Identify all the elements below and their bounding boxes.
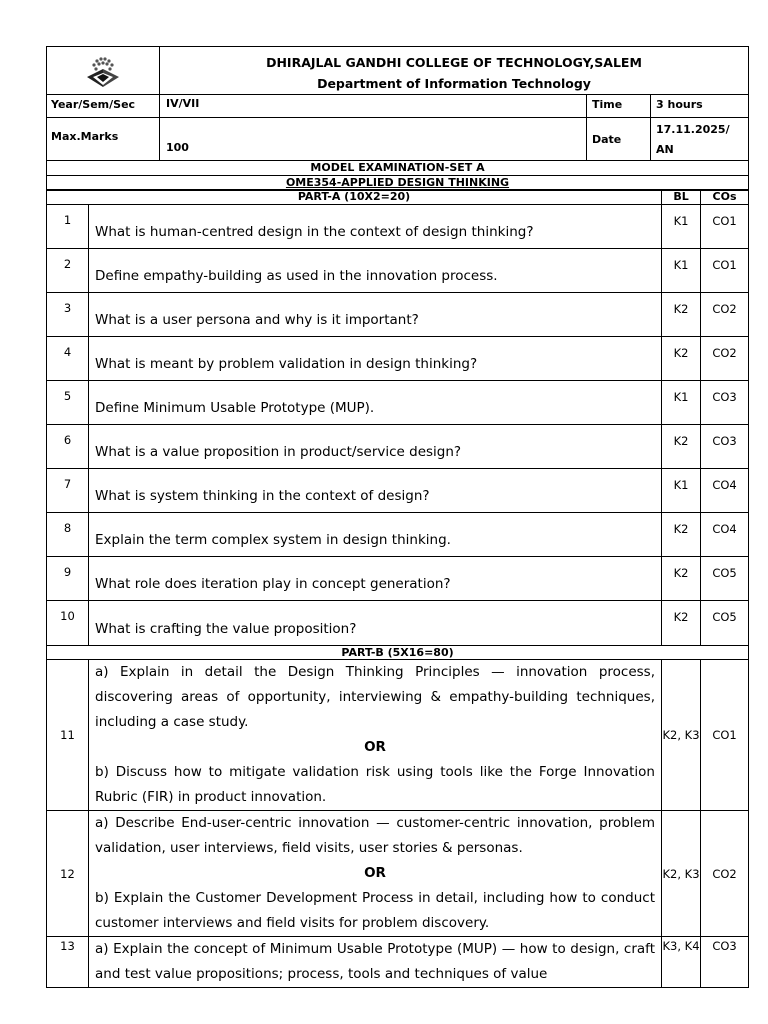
time-value: 3 hours: [651, 95, 749, 118]
question-option-b: b) Explain the Customer Development Process in detail, including how to conduct customer interviews and field visits for problem discovery.: [95, 890, 655, 931]
bloom-level: K2: [662, 425, 701, 469]
year-label: Year/Sem/Sec: [47, 95, 160, 118]
question-number: 12: [47, 811, 89, 937]
bloom-level: K3, K4: [662, 937, 701, 988]
course-outcome: CO1: [701, 205, 749, 249]
date-label: Date: [587, 118, 651, 161]
question-option-a: a) Explain in detail the Design Thinking Principles — innovation process, discovering areas of opportunity, interviewing & empathy-building techniques, including a case study.: [95, 664, 655, 730]
bl-header: BL: [662, 190, 701, 205]
question-number: 10: [47, 601, 89, 646]
bloom-level: K2: [662, 601, 701, 646]
bloom-level: K2: [662, 557, 701, 601]
course-outcome: CO3: [701, 425, 749, 469]
college-logo-cell: [47, 47, 160, 95]
department-name: Department of Information Technology: [317, 76, 591, 91]
table-row: [47, 660, 749, 811]
course-outcome: CO2: [701, 811, 749, 937]
bloom-level: K2: [662, 337, 701, 381]
question-text: What is human-centred design in the context of design thinking?: [89, 205, 662, 249]
question-text-cell: [89, 811, 662, 937]
question-option-a: a) Describe End-user-centric innovation — customer-centric innovation, problem validation, user interviews, field visits, user stories & personas.: [95, 815, 655, 856]
table-row: [47, 937, 749, 988]
course-outcome: CO5: [701, 557, 749, 601]
table-row: [47, 293, 749, 337]
question-number: 6: [47, 425, 89, 469]
course-outcome: CO3: [701, 381, 749, 425]
part-a-table: [46, 189, 749, 646]
or-label: OR: [364, 739, 386, 755]
date-value-line2: AN: [656, 143, 674, 156]
date-value-line1: 17.11.2025/: [656, 123, 730, 136]
part-a-heading: PART-A (10X2=20): [47, 190, 662, 205]
course-outcome: CO1: [701, 660, 749, 811]
course-outcome: CO4: [701, 513, 749, 557]
or-label: OR: [364, 865, 386, 881]
question-text-cell: [89, 937, 662, 988]
course-title: OME354-APPLIED DESIGN THINKING: [47, 176, 749, 191]
question-number: 5: [47, 381, 89, 425]
bloom-level: K2, K3: [662, 811, 701, 937]
question-text: What is meant by problem validation in design thinking?: [89, 337, 662, 381]
question-text: Explain the term complex system in design thinking.: [89, 513, 662, 557]
question-number: 2: [47, 249, 89, 293]
table-row: [47, 513, 749, 557]
table-row: [47, 249, 749, 293]
table-row: [47, 601, 749, 646]
table-row: [47, 205, 749, 249]
table-row: [47, 469, 749, 513]
course-outcome: CO2: [701, 293, 749, 337]
part-b-table: [46, 645, 749, 988]
bloom-level: K1: [662, 249, 701, 293]
question-number: 8: [47, 513, 89, 557]
marks-value: 100: [160, 118, 587, 161]
exam-title: MODEL EXAMINATION-SET A: [47, 161, 749, 176]
bloom-level: K1: [662, 469, 701, 513]
table-row: [47, 425, 749, 469]
question-option-b: b) Discuss how to mitigate validation risk using tools like the Forge Innovation Rubric (FIR) in product innovation.: [95, 764, 655, 805]
question-text: What is a user persona and why is it important?: [89, 293, 662, 337]
question-text: Define Minimum Usable Prototype (MUP).: [89, 381, 662, 425]
bloom-level: K1: [662, 381, 701, 425]
question-number: 4: [47, 337, 89, 381]
question-number: 7: [47, 469, 89, 513]
bloom-level: K1: [662, 205, 701, 249]
exam-header-table: [46, 46, 749, 191]
marks-label: Max.Marks: [47, 118, 160, 161]
bloom-level: K2: [662, 513, 701, 557]
bloom-level: K2: [662, 293, 701, 337]
question-text: What is crafting the value proposition?: [89, 601, 662, 646]
course-outcome: CO1: [701, 249, 749, 293]
part-b-heading: PART-B (5X16=80): [47, 646, 749, 660]
table-row: [47, 381, 749, 425]
question-number: 11: [47, 660, 89, 811]
question-number: 3: [47, 293, 89, 337]
question-text: What role does iteration play in concept generation?: [89, 557, 662, 601]
course-outcome: CO2: [701, 337, 749, 381]
course-outcome: CO5: [701, 601, 749, 646]
college-title-cell: [160, 47, 749, 95]
question-number: 9: [47, 557, 89, 601]
college-logo-icon: [83, 55, 123, 91]
question-text: What is system thinking in the context of design?: [89, 469, 662, 513]
bloom-level: K2, K3: [662, 660, 701, 811]
college-name: DHIRAJLAL GANDHI COLLEGE OF TECHNOLOGY,SALEM: [266, 55, 642, 70]
question-number: 13: [47, 937, 89, 988]
part-a-questions: [47, 205, 749, 646]
course-outcome: CO3: [701, 937, 749, 988]
course-outcome: CO4: [701, 469, 749, 513]
question-text: What is a value proposition in product/service design?: [89, 425, 662, 469]
year-value: IV/VII: [160, 95, 587, 118]
question-number: 1: [47, 205, 89, 249]
date-value-cell: [651, 118, 749, 161]
question-text: Define empathy-building as used in the innovation process.: [89, 249, 662, 293]
table-row: [47, 811, 749, 937]
time-label: Time: [587, 95, 651, 118]
question-option-a: a) Explain the concept of Minimum Usable Prototype (MUP) — how to design, craft and test value propositions; process, tools and techniques of value: [95, 941, 655, 982]
cos-header: COs: [701, 190, 749, 205]
table-row: [47, 337, 749, 381]
question-text-cell: [89, 660, 662, 811]
table-row: [47, 557, 749, 601]
